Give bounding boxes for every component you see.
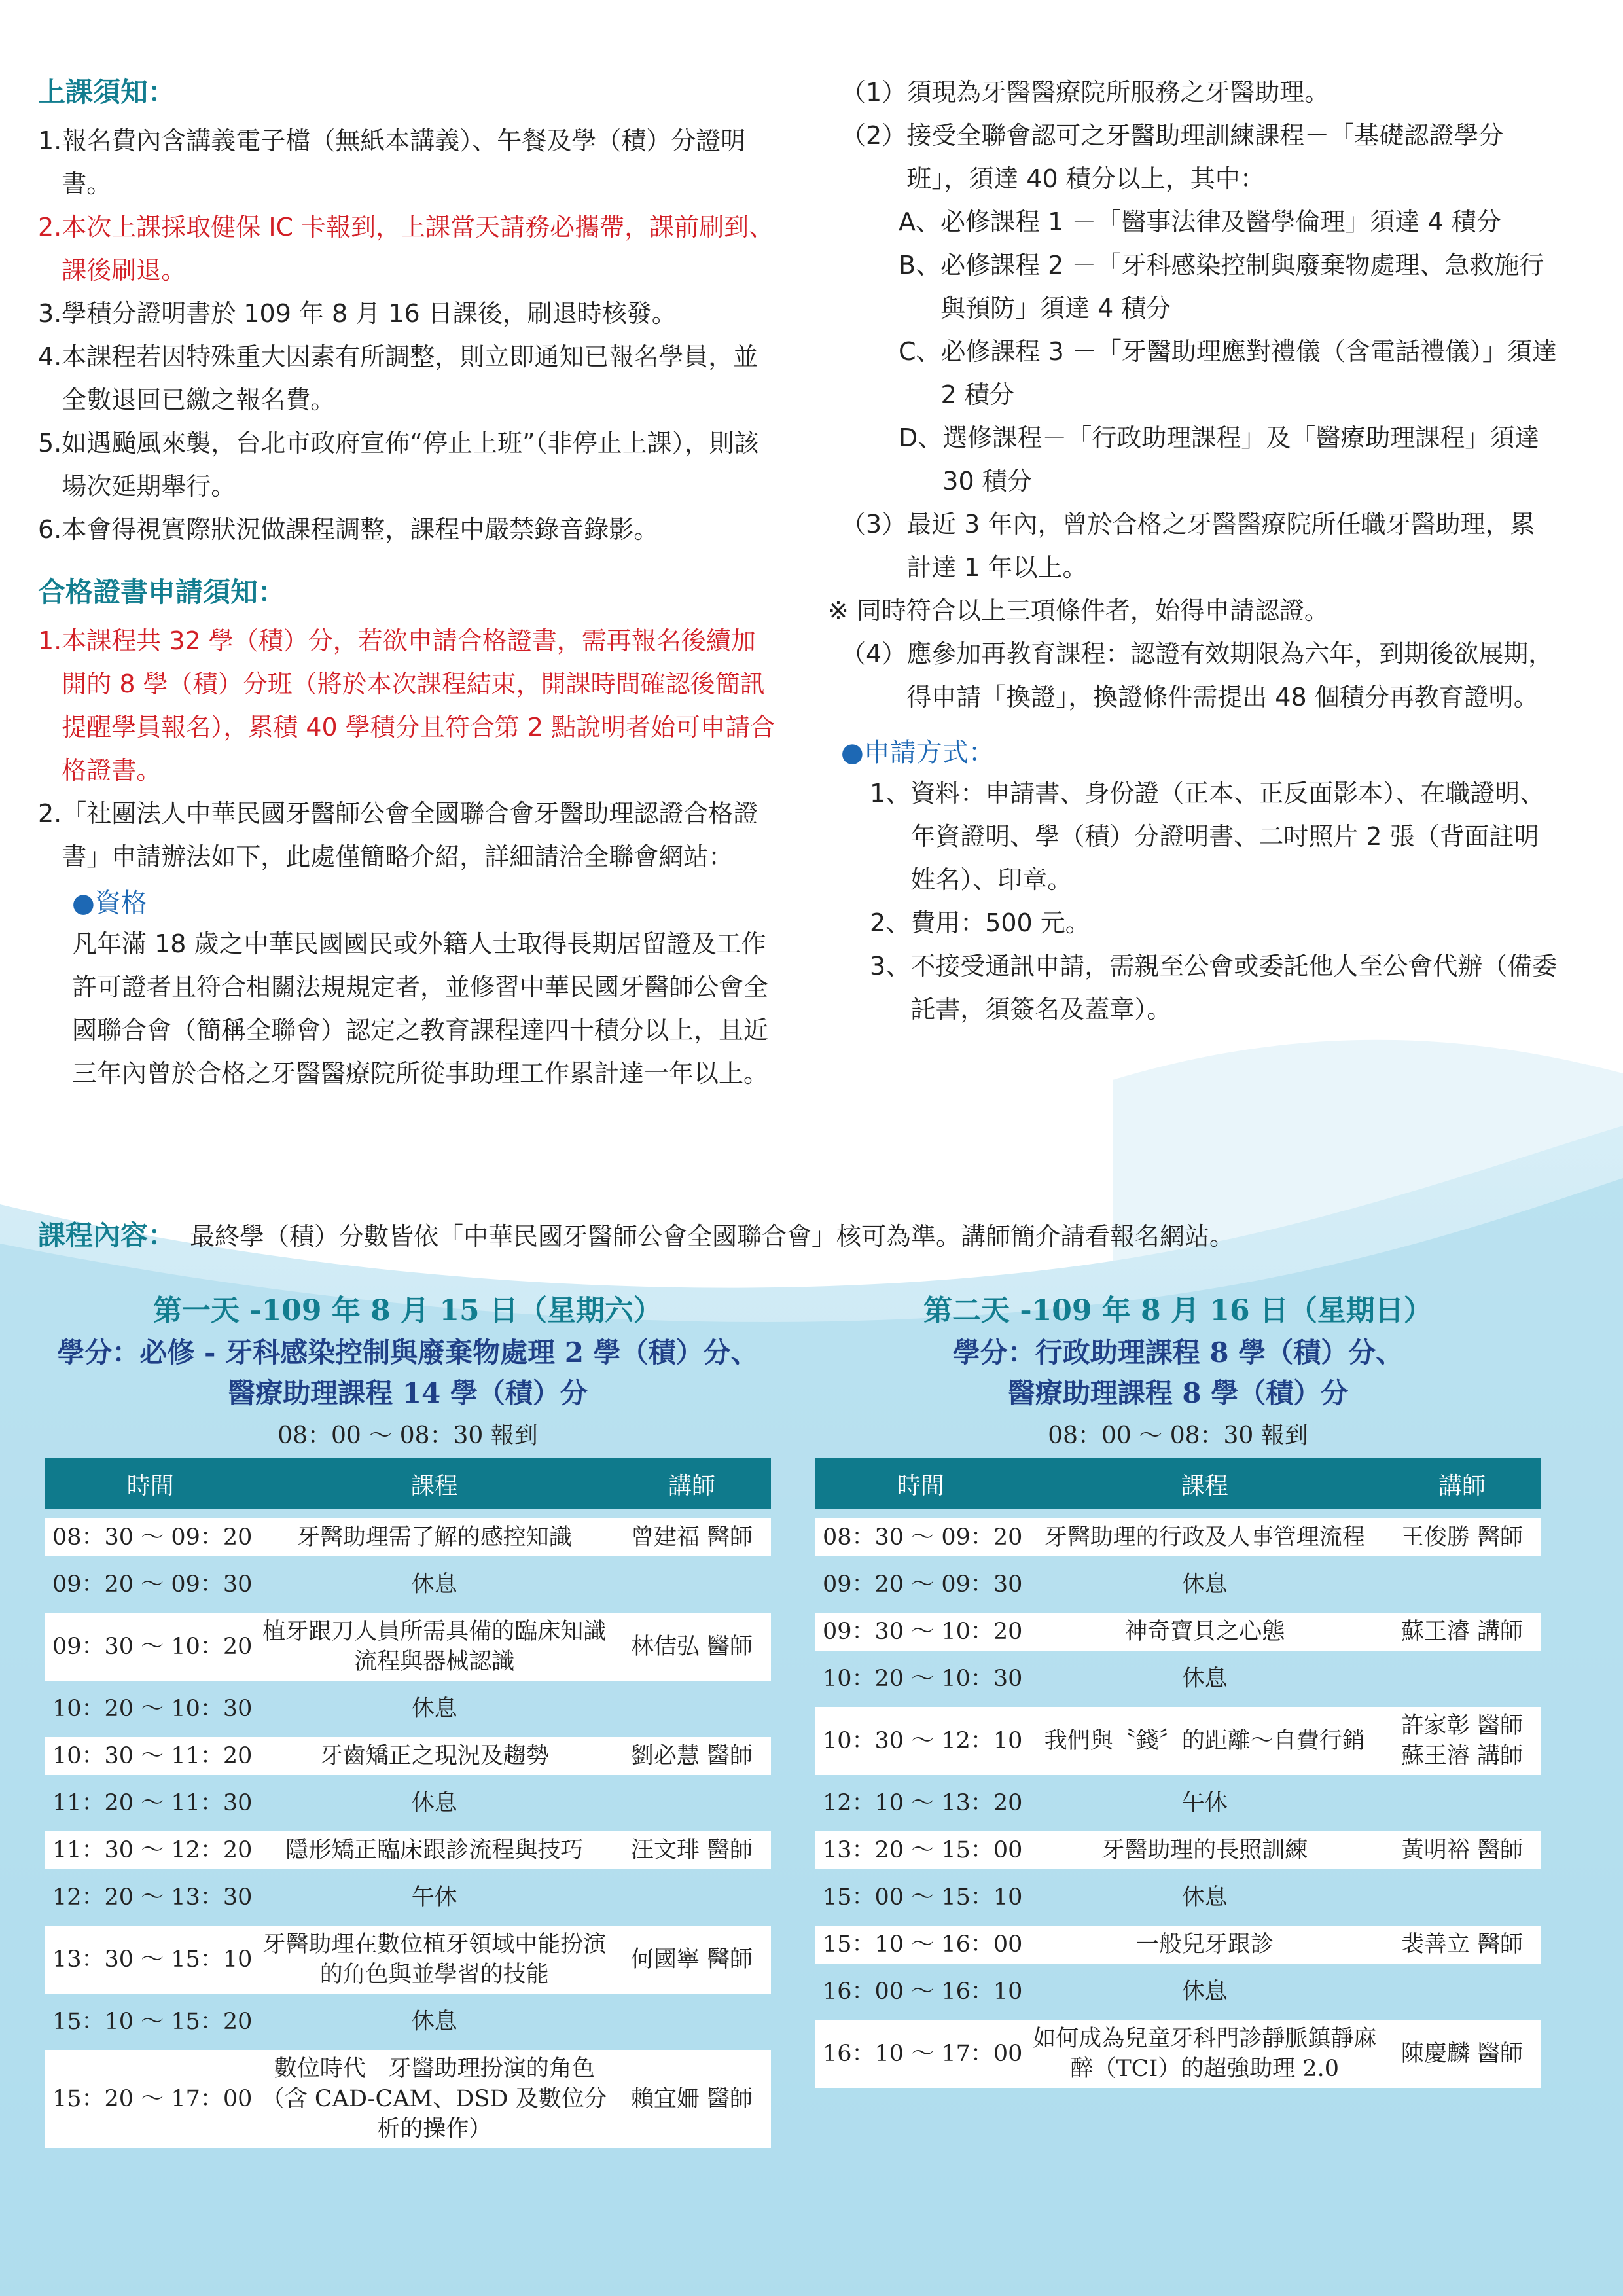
- break-row: [45, 2003, 771, 2041]
- row-course: 一般兒牙跟診: [1026, 1926, 1383, 1964]
- table-row: [815, 1613, 1541, 1651]
- row-lecturer: 劉必慧 醫師: [613, 1737, 771, 1775]
- row-course: 如何成為兒童牙科門診靜脈鎮靜麻醉（TCI）的超強助理 2.0: [1026, 2020, 1383, 2088]
- row-time: 15：10 ～ 15：20: [52, 2009, 253, 2035]
- notice-item-num: 2.: [38, 213, 62, 242]
- notice-item: [38, 335, 777, 422]
- apply-method-list: [841, 772, 1558, 1031]
- condition-4: [841, 632, 1558, 719]
- row-lecturer: [1383, 1878, 1541, 1916]
- row-lecturer: [1383, 1660, 1541, 1698]
- notice-item-num: 1.: [38, 126, 62, 155]
- notice-item-num: 4.: [38, 342, 62, 371]
- row-course: 植牙跟刀人員所需具備的臨床知識流程與器械認識: [256, 1613, 613, 1681]
- apply-item-num: 2、: [870, 908, 911, 937]
- row-lecturer: 汪文琲 醫師: [613, 1831, 771, 1869]
- apply-item: [870, 901, 1558, 944]
- row-time: 10：20 ～ 10：30: [52, 1696, 253, 1722]
- row-course: 牙醫助理需了解的感控知識: [256, 1518, 613, 1556]
- day2-registration: 08：00 ～ 08：30 報到: [1048, 1422, 1308, 1449]
- table-row: [815, 1926, 1541, 1964]
- row-lecturer: [613, 1566, 771, 1604]
- apply-item-text: 費用：500 元。: [910, 908, 1090, 937]
- qualification-text: 凡年滿 18 歲之中華民國國民或外籍人士取得長期居留證及工作許可證者且符合相關法規規定者，並修習中華民國牙醫師公會全國聯合會（簡稱全聯會）認定之教育課程達四十積分以上，且近三年內曾於合格之牙醫醫療院所從事助理工作累計達一年以上。: [72, 929, 769, 1088]
- apply-item-num: 1、: [870, 779, 911, 808]
- course-requirements-list: [841, 200, 1558, 503]
- table-row: [815, 1707, 1541, 1775]
- day1-registration: 08：00 ～ 08：30 報到: [277, 1422, 538, 1449]
- notice-item-text: 報名費內含講義電子檔（無紙本講義）、午餐及學（積）分證明書。: [62, 126, 746, 198]
- day2-table: [815, 1449, 1541, 2097]
- row-lecturer: 許家彰 醫師 蘇王濬 講師: [1383, 1707, 1541, 1775]
- notice-list: [38, 119, 777, 551]
- notice-item-num: 5.: [38, 429, 62, 457]
- condition-2: [841, 114, 1558, 200]
- requirement-item: [899, 243, 1558, 330]
- conditions-note: ※ 同時符合以上三項條件者，始得申請認證。: [828, 596, 1329, 625]
- header-course: 課程: [1026, 1458, 1383, 1509]
- break-row: [815, 1660, 1541, 1698]
- requirement-item-text: 選修課程－「行政助理課程」及「醫療助理課程」須達 30 積分: [942, 423, 1540, 495]
- course-content-text: 最終學（積）分數皆依「中華民國牙醫師公會全國聯合會」核可為準。講師簡介請看報名網站。: [190, 1222, 1235, 1251]
- apply-method-heading: ●申請方式：: [841, 738, 995, 768]
- day1-credit-line-1: 學分：必修 - 牙科感染控制與廢棄物處理 2 學（積）分、: [57, 1336, 758, 1369]
- row-time: 11：30 ～ 12：20: [45, 1831, 256, 1869]
- header-time: 時間: [45, 1458, 256, 1509]
- break-row: [45, 1566, 771, 1604]
- row-lecturer: [613, 1690, 771, 1728]
- day2-credit-line-2: 醫療助理課程 8 學（積）分: [1007, 1377, 1349, 1409]
- notice-item: [38, 292, 777, 335]
- left-column: [38, 71, 777, 1095]
- condition-4-num: （4）: [841, 639, 907, 668]
- row-lecturer: [1383, 1973, 1541, 2011]
- row-time: 10：30 ～ 12：10: [815, 1707, 1026, 1775]
- row-time: 16：00 ～ 16：10: [823, 1979, 1023, 2005]
- row-course: 隱形矯正臨床跟診流程與技巧: [256, 1831, 613, 1869]
- notice-item-text: 本課程若因特殊重大因素有所調整，則立即通知已報名學員，並全數退回已繳之報名費。: [62, 342, 758, 414]
- row-lecturer: 何國寧 醫師: [613, 1926, 771, 1994]
- row-course: 休息: [1181, 1979, 1228, 2005]
- row-course: 我們與〝錢〞的距離～自費行銷: [1026, 1707, 1383, 1775]
- row-lecturer: [1383, 1566, 1541, 1604]
- course-content-heading: 課程內容：: [38, 1219, 176, 1251]
- cert-item-1-num: 1.: [38, 626, 62, 655]
- day1-schedule: [45, 1289, 771, 2157]
- row-course: 牙醫助理的長照訓練: [1026, 1831, 1383, 1869]
- condition-1: [841, 71, 1558, 114]
- day2-credit-line-1: 學分：行政助理課程 8 學（積）分、: [952, 1336, 1404, 1369]
- table-row: [45, 1831, 771, 1869]
- notice-item: [38, 422, 777, 508]
- cert-item-2: [38, 792, 777, 878]
- apply-item: [870, 772, 1558, 901]
- requirement-item-text: 必修課程 2 －「牙科感染控制與廢棄物處理、急救施行與預防」須達 4 積分: [940, 251, 1544, 323]
- table-row: [815, 2020, 1541, 2088]
- notice-heading: 上課須知：: [38, 76, 176, 108]
- cert-item-1-text: 本課程共 32 學（積）分，若欲申請合格證書，需再報名後續加開的 8 學（積）分班（將於本次課程結束，開課時間確認後簡訊提醒學員報名），累積 40 學積分且符合第 2 點說明者始可申請合格證書。: [62, 626, 776, 785]
- header-lecturer: 講師: [1383, 1458, 1541, 1509]
- course-content-line: [38, 1216, 1582, 1256]
- break-row: [815, 1566, 1541, 1604]
- row-lecturer: 賴宜姍 醫師: [613, 2050, 771, 2148]
- row-time: 11：20 ～ 11：30: [52, 1790, 253, 1816]
- row-lecturer: 黃明裕 醫師: [1383, 1831, 1541, 1869]
- break-row: [815, 1973, 1541, 2011]
- header-time: 時間: [815, 1458, 1026, 1509]
- row-lecturer: 陳慶麟 醫師: [1383, 2020, 1541, 2088]
- requirement-item-num: D、: [899, 423, 943, 452]
- condition-1-text: 須現為牙醫醫療院所服務之牙醫助理。: [906, 78, 1330, 107]
- table-row: [815, 1831, 1541, 1869]
- day2-title: 第二天 -109 年 8 月 16 日（星期日）: [923, 1294, 1433, 1327]
- day1-table: [45, 1449, 771, 2157]
- row-course: 午休: [411, 1884, 457, 1910]
- day1-table-header: [45, 1458, 771, 1509]
- row-time: 09：30 ～ 10：20: [45, 1613, 256, 1681]
- table-row: [815, 1518, 1541, 1556]
- row-course: 休息: [1181, 1666, 1228, 1692]
- row-lecturer: 曾建福 醫師: [613, 1518, 771, 1556]
- notice-item: [38, 508, 777, 551]
- table-row: [45, 1926, 771, 1994]
- row-course: 牙齒矯正之現況及趨勢: [256, 1737, 613, 1775]
- requirement-item: [899, 200, 1558, 243]
- row-lecturer: 蘇王濬 講師: [1383, 1613, 1541, 1651]
- condition-4-text: 應參加再教育課程：認證有效期限為六年，到期後欲展期，得申請「換證」，換證條件需提出 48 個積分再教育證明。: [906, 639, 1554, 711]
- day1-title: 第一天 -109 年 8 月 15 日（星期六）: [153, 1294, 662, 1327]
- row-time: 13：30 ～ 15：10: [45, 1926, 256, 1994]
- row-time: 16：10 ～ 17：00: [815, 2020, 1026, 2088]
- row-time: 08：30 ～ 09：20: [815, 1518, 1026, 1556]
- break-row: [815, 1784, 1541, 1822]
- row-lecturer: [1383, 1784, 1541, 1822]
- notice-item-num: 6.: [38, 515, 62, 544]
- apply-item-text: 資料：申請書、身份證（正本、正反面影本）、在職證明、年資證明、學（積）分證明書、二吋照片 2 張（背面註明姓名）、印章。: [910, 779, 1545, 894]
- requirement-item: [899, 416, 1558, 503]
- row-time: 13：20 ～ 15：00: [815, 1831, 1026, 1869]
- notice-item-text: 本會得視實際狀況做課程調整，課程中嚴禁錄音錄影。: [62, 515, 659, 544]
- row-lecturer: 林佶弘 醫師: [613, 1613, 771, 1681]
- apply-item: [870, 944, 1558, 1031]
- row-course: 休息: [411, 1696, 457, 1722]
- condition-1-num: （1）: [841, 78, 907, 107]
- requirement-item-num: C、: [899, 337, 941, 366]
- row-time: 09：20 ～ 09：30: [52, 1571, 253, 1598]
- row-course: 休息: [411, 2009, 457, 2035]
- break-row: [45, 1690, 771, 1728]
- row-lecturer: [613, 1784, 771, 1822]
- row-course: 休息: [1181, 1884, 1228, 1910]
- row-course: 休息: [1181, 1571, 1228, 1598]
- break-row: [45, 1784, 771, 1822]
- row-time: 15：10 ～ 16：00: [815, 1926, 1026, 1964]
- requirement-item-num: A、: [899, 207, 940, 236]
- cert-item-1: [38, 619, 777, 792]
- row-lecturer: [613, 2003, 771, 2041]
- row-course: 午休: [1181, 1790, 1228, 1816]
- notice-item: [38, 206, 777, 292]
- condition-3-text: 最近 3 年內，曾於合格之牙醫醫療院所任職牙醫助理，累計達 1 年以上。: [906, 510, 1535, 582]
- day1-credit-line-2: 醫療助理課程 14 學（積）分: [228, 1377, 588, 1409]
- apply-item-text: 不接受通訊申請，需親至公會或委託他人至公會代辦（備委託書，須簽名及蓋章）。: [910, 952, 1558, 1024]
- table-row: [45, 1518, 771, 1556]
- requirement-item-text: 必修課程 1 －「醫事法律及醫學倫理」須達 4 積分: [940, 207, 1501, 236]
- condition-3-num: （3）: [841, 510, 907, 539]
- row-course: 休息: [411, 1571, 457, 1598]
- row-time: 12：10 ～ 13：20: [823, 1790, 1023, 1816]
- qualification-heading: ●資格: [72, 888, 147, 918]
- row-course: 牙醫助理在數位植牙領域中能扮演的角色與並學習的技能: [256, 1926, 613, 1994]
- break-row: [815, 1878, 1541, 1916]
- requirement-item-num: B、: [899, 251, 941, 279]
- row-course: 牙醫助理的行政及人事管理流程: [1026, 1518, 1383, 1556]
- requirement-item-text: 必修課程 3 －「牙醫助理應對禮儀（含電話禮儀）」須達 2 積分: [940, 337, 1557, 409]
- right-column: [828, 71, 1558, 1031]
- row-time: 10：30 ～ 11：20: [45, 1737, 256, 1775]
- table-row: [45, 1737, 771, 1775]
- row-time: 12：20 ～ 13：30: [52, 1884, 253, 1910]
- table-row: [45, 1613, 771, 1681]
- notice-item-text: 如遇颱風來襲，台北市政府宣佈“停止上班”（非停止上課），則該場次延期舉行。: [62, 429, 759, 501]
- row-time: 09：20 ～ 09：30: [823, 1571, 1023, 1598]
- row-lecturer: 裴善立 醫師: [1383, 1926, 1541, 1964]
- row-lecturer: [613, 1878, 771, 1916]
- day2-table-header: [815, 1458, 1541, 1509]
- row-time: 09：30 ～ 10：20: [815, 1613, 1026, 1651]
- cert-item-2-text: 「社團法人中華民國牙醫師公會全國聯合會牙醫助理認證合格證書」申請辦法如下，此處僅簡略介紹，詳細請洽全聯會網站：: [62, 799, 758, 871]
- apply-item-num: 3、: [870, 952, 911, 980]
- row-course: 休息: [411, 1790, 457, 1816]
- row-time: 10：20 ～ 10：30: [823, 1666, 1023, 1692]
- notice-item-num: 3.: [38, 299, 62, 328]
- notice-item: [38, 119, 777, 206]
- row-course: 數位時代 牙醫助理扮演的角色（含 CAD-CAM、DSD 及數位分析的操作）: [256, 2050, 613, 2148]
- cert-heading: 合格證書申請須知：: [38, 576, 286, 608]
- header-lecturer: 講師: [613, 1458, 771, 1509]
- break-row: [45, 1878, 771, 1916]
- row-time: 08：30 ～ 09：20: [45, 1518, 256, 1556]
- row-course: 神奇寶貝之心態: [1026, 1613, 1383, 1651]
- notice-item-text: 本次上課採取健保 IC 卡報到，上課當天請務必攜帶，課前刷到、課後刷退。: [62, 213, 774, 285]
- header-course: 課程: [256, 1458, 613, 1509]
- cert-item-2-num: 2.: [38, 799, 62, 828]
- table-row: [45, 2050, 771, 2148]
- row-time: 15：20 ～ 17：00: [45, 2050, 256, 2148]
- notice-item-text: 學積分證明書於 109 年 8 月 16 日課後，刷退時核發。: [62, 299, 677, 328]
- row-lecturer: 王俊勝 醫師: [1383, 1518, 1541, 1556]
- condition-2-text: 接受全聯會認可之牙醫助理訓練課程－「基礎認證學分班」，須達 40 積分以上，其中：: [906, 121, 1504, 193]
- row-time: 15：00 ～ 15：10: [823, 1884, 1023, 1910]
- condition-2-num: （2）: [841, 121, 907, 150]
- requirement-item: [899, 330, 1558, 416]
- condition-3: [841, 503, 1558, 589]
- day2-schedule: [815, 1289, 1541, 2097]
